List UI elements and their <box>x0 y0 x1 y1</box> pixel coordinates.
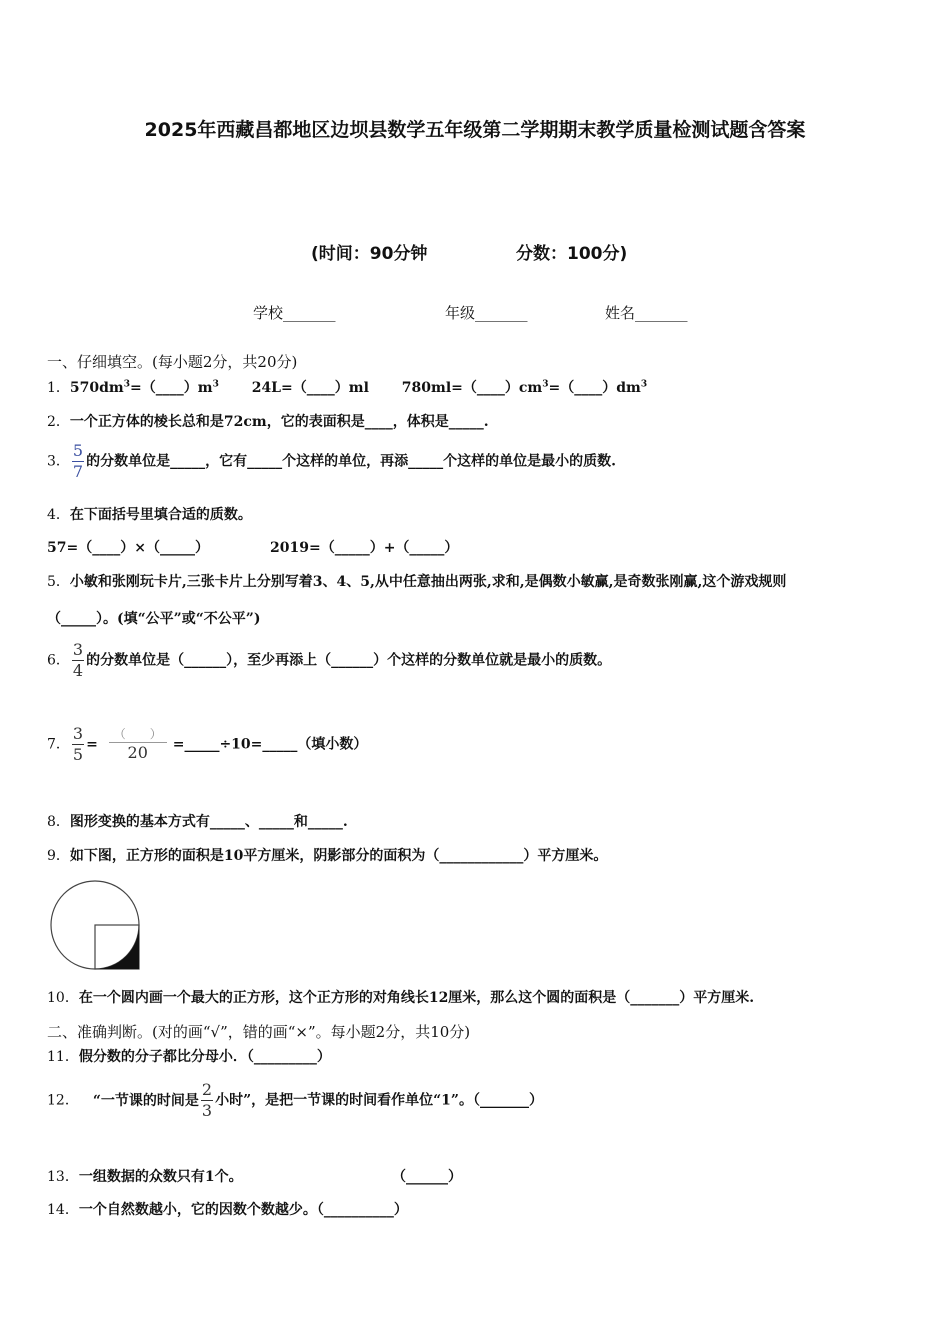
school-field: 学校_______ <box>253 304 336 322</box>
question-1: 1．$570dm^3=(\_\_\_\_)m^3$ 24L=（____）ml $780ml=(\_\_\_\_)cm^3=(\_\_\_\_)dm^3$ <box>47 379 648 396</box>
shaded-region <box>95 925 139 969</box>
question-text: 一组数据的众数只有1个。 <box>78 1169 243 1185</box>
fraction-2-3: $\frac{2}{3}$ <box>201 1080 213 1120</box>
fraction-5-7: $\frac{5}{7}$ <box>72 441 84 481</box>
page-title: 2025年西藏昌都地区边坝县数学五年级第二学期期末教学质量检测试题含答案 <box>144 119 806 141</box>
question-11 <box>47 1046 331 1066</box>
question-number: 4． <box>47 507 70 523</box>
question-12 <box>47 1082 543 1119</box>
question-2 <box>47 411 489 431</box>
question-text: 在一个圆内画一个最大的正方形，这个正方形的对角线长12厘米，那么这个圆的面积是（_______）平方厘米. <box>78 990 755 1006</box>
question-10 <box>47 987 754 1007</box>
question-number: 1． <box>47 380 70 396</box>
question-6 <box>47 642 611 679</box>
question-9 <box>47 845 607 865</box>
q4-equation-2: 2019=（_____）+（_____） <box>270 540 459 556</box>
fraction-blank-20: $\frac{( )}{20}$ <box>109 728 167 761</box>
question-text: 的分数单位是_____，它有_____个这样的单位，再添_____个这样的单位是最小的质数. <box>86 453 616 470</box>
question-number: 5． <box>47 574 70 590</box>
question-number: 11． <box>47 1049 79 1065</box>
q1-part-e: =（____）dm <box>548 380 641 396</box>
question-text: 一个自然数越小，它的因数个数越少。（__________） <box>78 1202 408 1218</box>
q1-part-c: 24L=（____）ml <box>251 380 369 396</box>
q13-answer-blank: （______） <box>392 1169 462 1185</box>
fraction-3-4: $\frac{3}{4}$ <box>72 640 84 680</box>
question-14 <box>47 1199 408 1219</box>
question-text: 的分数单位是（______），至少再添上（______）个这样的分数单位就是最小的质数。 <box>86 652 612 669</box>
question-number: 8． <box>47 814 70 830</box>
q5-answer-line: （_____）。(填“公平”或“不公平”) <box>47 611 261 627</box>
question-3 <box>47 443 616 480</box>
question-text-b: 小时”，是把一节课的时间看作单位“1”。（_______） <box>215 1092 543 1109</box>
question-number: 6． <box>47 652 70 669</box>
question-text: 如下图，正方形的面积是10平方厘米，阴影部分的面积为（____________）平方厘米。 <box>69 848 608 864</box>
question-number: 2． <box>47 414 70 430</box>
section-1-heading: 一、仔细填空。(每小题2分，共20分) <box>47 353 298 371</box>
question-number: 3． <box>47 453 70 470</box>
fraction-3-5: $\frac{3}{5}$ <box>72 724 84 764</box>
question-text: 小敏和张刚玩卡片,三张卡片上分别写着3、4、5,从中任意抽出两张,求和,是偶数小敏赢,是奇数张刚赢,这个游戏规则 <box>69 574 787 590</box>
question-number: 10． <box>47 990 79 1006</box>
question-text-a: “一节课的时间是 <box>92 1092 199 1109</box>
q1-part-d: 780ml=（____）cm <box>401 380 543 396</box>
exam-score: 分数：100分) <box>516 244 628 264</box>
question-text: 一个正方体的棱长总和是72cm，它的表面积是____，体积是_____. <box>69 414 489 430</box>
question-text: =_____÷10=_____（填小数） <box>172 736 368 753</box>
q1-part-b: =（____）m <box>130 380 213 396</box>
question-4 <box>47 504 252 524</box>
q1-part-a: 570dm <box>69 380 124 396</box>
equals-sign: = <box>86 736 98 753</box>
exam-time: (时间：90分钟 <box>311 244 428 264</box>
question-5 <box>47 571 786 591</box>
question-number: 13． <box>47 1169 79 1185</box>
question-number: 12． <box>47 1092 79 1109</box>
q4-equation-1: 57=（____）×（_____） <box>47 540 209 556</box>
question-8 <box>47 811 348 831</box>
question-text: 假分数的分子都比分母小．（_________） <box>78 1049 331 1065</box>
question-text: 图形变换的基本方式有_____、_____和_____. <box>69 814 348 830</box>
question-text: 在下面括号里填合适的质数。 <box>69 507 252 523</box>
name-field: 姓名_______ <box>605 304 688 322</box>
grade-field: 年级_______ <box>445 304 528 322</box>
circle-square-figure <box>47 877 143 973</box>
question-number: 7． <box>47 736 70 753</box>
question-number: 14． <box>47 1202 79 1218</box>
section-2-heading: 二、准确判断。(对的画“√”，错的画“×”。每小题2分，共10分) <box>47 1023 471 1041</box>
question-7 <box>47 726 367 763</box>
question-number: 9． <box>47 848 70 864</box>
question-13 <box>47 1166 243 1186</box>
